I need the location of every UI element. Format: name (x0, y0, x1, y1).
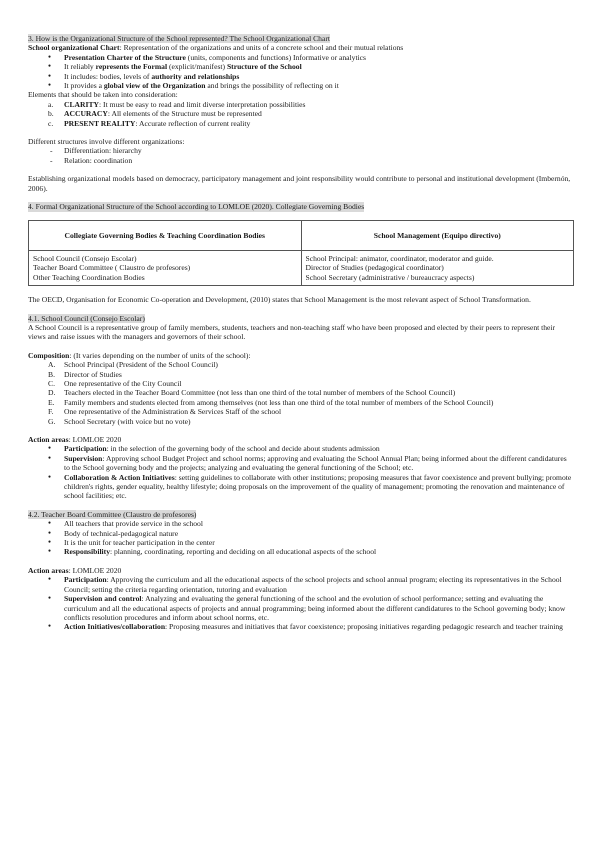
table-cell: School Council (Consejo Escolar) Teacher Board Committee ( Claustro de profesores) Other Teaching Coordination Bodies (29, 250, 302, 285)
list-item: ● Collaboration & Action Initiatives: setting guidelines to collaborate with other institutions; proposing measures that favor coexistence and prevent bullying; promote children's rights, gender equality, healthy lifestyle; doing proposals on the improvement of the quality of management; promoting the renovation and maintenance of school facilities; etc. (28, 473, 574, 501)
section-4-2-heading: 4.2. Teacher Board Committee (Claustro de profesores) (28, 509, 197, 519)
list-item: ● Responsibility: planning, coordinating, reporting and deciding on all educational aspects of the school (28, 547, 574, 556)
section-3-heading: 3. How is the Organizational Structure of the School represented? The School Organizational Chart (28, 34, 330, 43)
document-page (28, 34, 574, 632)
school-council-paragraph: A School Council is a representative group of family members, students, teachers and non-teaching staff who have been proposed and elected by their peers to represent their views and raise issues with the managers and governors of their school. (28, 322, 556, 342)
teacher-board-list (28, 519, 574, 557)
list-item: C. One representative of the City Council (48, 378, 182, 388)
elements-intro: Elements that should be taken into consideration: (28, 90, 178, 100)
action-areas-intro: Action areas: LOMLOE 2020 (28, 435, 122, 444)
list-item: c. PRESENT REALITY: Accurate reflection of current reality (48, 118, 251, 128)
elements-list (28, 100, 574, 128)
list-item: G. School Secretary (with voice but no vote) (48, 416, 191, 426)
structures-list (28, 146, 574, 165)
list-item: ● Participation: Approving the curriculum and all the educational aspects of the school projects and school annual program; electing its representatives in the School Council; setting the criteria regarding orientation, tutoring and evaluation (28, 575, 574, 594)
list-item: ● It includes: bodies, levels of authority and relationships (28, 72, 574, 81)
imbernon-paragraph: Establishing organizational models based on democracy, participatory management and joint responsibility would contribute to personal and institutional development (Imbernón, 2006). (28, 174, 571, 193)
list-item: D. Teachers elected in the Teacher Board Committee (not less than one third of the total number of members of the School Council) (48, 388, 456, 398)
org-chart-bullets (28, 53, 574, 91)
list-item: ● Body of technical-pedagogical nature (28, 529, 574, 538)
list-item: ● It reliably represents the Formal (explicit/manifest) Structure of the School (28, 62, 574, 71)
list-item: ● Presentation Charter of the Structure (units, components and functions) Informative or analytics (28, 53, 574, 62)
list-item: B. Director of Studies (48, 369, 122, 379)
table-header: Collegiate Governing Bodies & Teaching Coordination Bodies (29, 220, 302, 250)
action-areas-list (28, 444, 574, 500)
list-item: ● Participation: in the selection of the governing body of the school and decide about students admission (28, 444, 574, 453)
list-item: A. School Principal (President of the School Council) (48, 360, 218, 370)
list-item: ● It provides a global view of the Organization and brings the possibility of reflecting on it (28, 81, 574, 90)
oecd-paragraph: The OECD, Organisation for Economic Co-operation and Development, (2010) states that School Management is the most relevant aspect of School Transformation. (28, 295, 531, 305)
list-item: E. Family members and students elected from among themselves (not less than one third of the total number of members of the School Council) (48, 397, 494, 407)
composition-list (28, 360, 574, 426)
org-chart-definition: School organizational Chart: Representation of the organizations and units of a concrete school and their mutual relations (28, 43, 404, 53)
action-areas-intro: Action areas: LOMLOE 2020 (28, 565, 122, 575)
section-4-1-heading: 4.1. School Council (Consejo Escolar) (28, 313, 145, 323)
list-item: ● It is the unit for teacher participation in the center (28, 538, 574, 547)
list-item: ● All teachers that provide service in the school (28, 519, 574, 528)
governing-bodies-table (28, 220, 574, 287)
list-item: ● Action Initiatives/collaboration: Proposing measures and initiatives that favor coexistence; proposing initiatives regarding pedagogic research and teacher training (28, 622, 574, 631)
list-item: b. ACCURACY: All elements of the Structure must be represented (48, 109, 262, 119)
list-item: a. CLARITY: It must be easy to read and limit diverse interpretation possibilities (48, 99, 306, 109)
list-item: F. One representative of the Administration & Services Staff of the school (48, 407, 282, 417)
list-item: - Differentiation: hierarchy (28, 146, 574, 155)
table-header: School Management (Equipo directivo) (301, 220, 574, 250)
action-areas-list (28, 575, 574, 631)
table-cell: School Principal: animator, coordinator, moderator and guide. Director of Studies (pedagogical coordinator) School Secretary (administrative / bureaucracy aspects) (301, 250, 574, 285)
list-item: ● Supervision and control: Analyzing and evaluating the general functioning of the school and the evolution of school performance; setting and evaluating the curriculum and all the educational aspects of projects and annual programming; being informed about the different candidatures to the School governing body; know conflicts resolution procedures and inform about school norms, etc. (28, 594, 574, 622)
list-item: ● Supervision: Approving school Budget Project and school norms; approving and evaluating the School Annual Plan; being informed about the different candidatures to the School governing body and the projects; analyzing and evaluating the general functioning of the School; etc. (28, 454, 574, 473)
structures-intro: Different structures involve different organizations: (28, 137, 185, 147)
list-item: - Relation: coordination (28, 156, 574, 165)
section-4-heading: 4. Formal Organizational Structure of the School according to LOMLOE (2020). Collegiate Governing Bodies (28, 202, 365, 212)
composition-intro: Composition: (It varies depending on the number of units of the school): (28, 350, 251, 360)
